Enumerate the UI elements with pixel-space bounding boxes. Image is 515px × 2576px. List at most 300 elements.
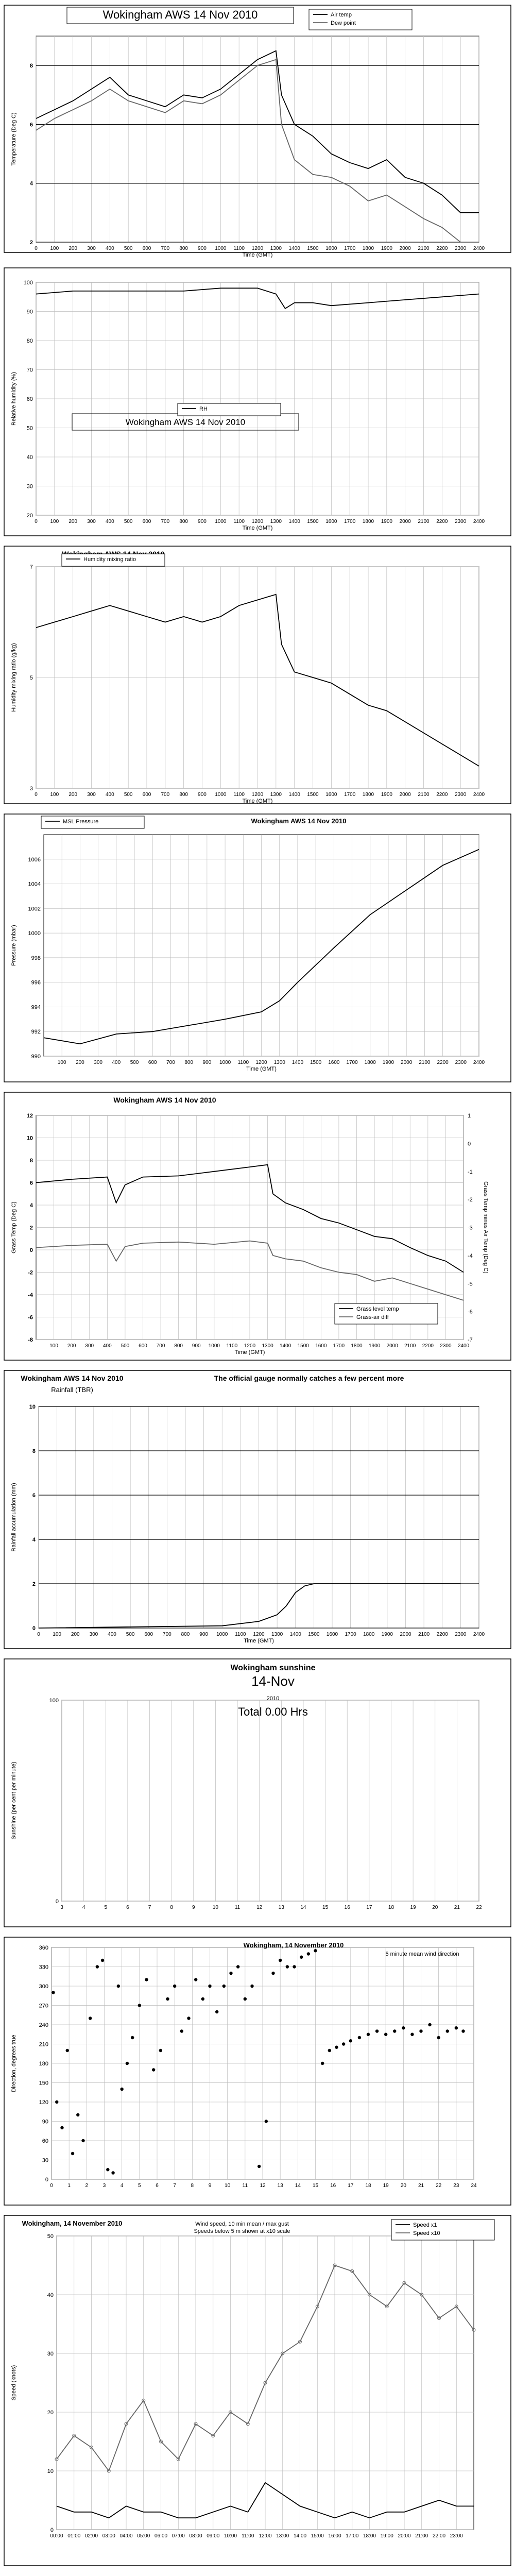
- data-point: [321, 2062, 324, 2065]
- x-tick-label: 22: [436, 2183, 442, 2189]
- y-axis-label: Sunshine (per cent per minute): [11, 1761, 17, 1840]
- x-tick-label: 500: [124, 792, 133, 798]
- y-tick-label: 10: [47, 2468, 54, 2475]
- x-tick-label: 15:00: [311, 2533, 324, 2539]
- data-point: [89, 2016, 92, 2020]
- x-tick-label: 700: [161, 519, 170, 524]
- legend-box: [309, 9, 412, 30]
- x-tick-label: 1600: [328, 1060, 340, 1065]
- y-tick-label: 2: [29, 240, 33, 246]
- y-tick-label: 40: [47, 2292, 54, 2298]
- x-tick-label: 1900: [381, 792, 392, 798]
- x-tick-label: 08:00: [189, 2533, 202, 2539]
- x-tick-label: 5: [104, 1905, 108, 1910]
- y-tick-label: 6: [29, 1180, 33, 1187]
- chart-frame: [4, 2215, 511, 2566]
- data-point: [111, 2171, 114, 2174]
- x-tick-label: 2400: [473, 519, 485, 524]
- x-tick-label: 15: [312, 2183, 319, 2189]
- y-tick-label: 30: [26, 483, 33, 490]
- x-tick-label: 9: [192, 1905, 195, 1910]
- data-point: [293, 1965, 296, 1968]
- x-tick-label: 400: [105, 246, 114, 251]
- x-tick-label: 0: [50, 2183, 53, 2189]
- x-tick-label: 1900: [381, 246, 392, 251]
- data-point: [342, 2042, 345, 2045]
- x-tick-label: 400: [112, 1060, 121, 1065]
- legend-label: MSL Pressure: [63, 819, 99, 825]
- data-point: [461, 2029, 465, 2032]
- x-tick-label: 1800: [364, 1060, 376, 1065]
- x-tick-label: 23:00: [450, 2533, 463, 2539]
- x-tick-label: 17:00: [346, 2533, 359, 2539]
- x-tick-label: 400: [105, 792, 114, 798]
- data-point: [117, 1985, 120, 1988]
- x-tick-label: 700: [161, 792, 170, 798]
- data-point: [258, 2165, 261, 2168]
- y-tick-label: 0: [32, 1625, 36, 1632]
- data-point: [410, 2033, 414, 2036]
- chart-title: Wokingham AWS 14 Nov 2010: [125, 417, 246, 427]
- x-tick-label: 4: [82, 1905, 85, 1910]
- x-tick-label: 2100: [418, 1632, 430, 1637]
- y-tick-label: 60: [26, 396, 33, 402]
- data-point: [120, 2088, 123, 2091]
- x-tick-label: 19: [410, 1905, 416, 1910]
- x-tick-label: 0: [35, 792, 38, 798]
- x-tick-label: 15: [322, 1905, 329, 1910]
- y2-tick-label: -4: [468, 1252, 473, 1259]
- x-tick-label: 1000: [215, 246, 227, 251]
- x-tick-label: 1400: [280, 1343, 291, 1349]
- y-tick-label: 30: [42, 2157, 48, 2164]
- legend-box: [178, 403, 281, 416]
- y2-tick-label: -7: [468, 1337, 473, 1343]
- data-point: [437, 2036, 440, 2039]
- x-tick-label: 18: [388, 1905, 394, 1910]
- chart-7: [4, 1659, 511, 1927]
- x-tick-label: 2200: [436, 1632, 448, 1637]
- x-tick-label: 500: [124, 246, 133, 251]
- x-tick-label: 1000: [208, 1343, 220, 1349]
- x-tick-label: 21: [418, 2183, 424, 2189]
- y-tick-label: 240: [39, 2022, 48, 2028]
- x-tick-label: 2000: [399, 519, 411, 524]
- y2-tick-label: -6: [468, 1309, 473, 1315]
- y2-tick-label: -2: [468, 1197, 473, 1204]
- x-tick-label: 6: [126, 1905, 129, 1910]
- chart-year: 2010: [266, 1696, 280, 1702]
- data-point: [358, 2036, 361, 2039]
- x-tick-label: 300: [89, 1632, 98, 1637]
- data-point: [402, 2026, 405, 2029]
- data-point: [455, 2026, 458, 2029]
- y-tick-label: 1004: [28, 881, 41, 888]
- data-point: [271, 1972, 274, 1975]
- x-tick-label: 2000: [399, 246, 411, 251]
- x-tick-label: 09:00: [207, 2533, 220, 2539]
- x-tick-label: 700: [156, 1343, 165, 1349]
- y2-tick-label: -5: [468, 1281, 473, 1287]
- x-tick-label: 13: [277, 2183, 283, 2189]
- x-axis-label: Time (GMT): [244, 1638, 274, 1644]
- x-tick-label: 600: [142, 246, 151, 251]
- x-tick-label: 1100: [226, 1343, 238, 1349]
- chart-title: Wokingham sunshine: [230, 1664, 316, 1672]
- x-tick-label: 100: [50, 246, 59, 251]
- x-tick-label: 21:00: [415, 2533, 428, 2539]
- x-tick-label: 1100: [233, 246, 245, 251]
- x-tick-label: 12:00: [259, 2533, 272, 2539]
- x-tick-label: 2300: [440, 1343, 452, 1349]
- x-tick-label: 400: [105, 519, 114, 524]
- x-tick-label: 600: [139, 1343, 147, 1349]
- data-point: [152, 2068, 155, 2071]
- x-tick-label: 1000: [215, 792, 227, 798]
- chart-3: [4, 546, 511, 804]
- x-tick-label: 1500: [307, 792, 319, 798]
- x-tick-label: 1500: [307, 519, 319, 524]
- y-tick-label: 1000: [28, 930, 41, 937]
- y-axis-label: Relative humidity (%): [11, 372, 17, 426]
- x-tick-label: 8: [191, 2183, 194, 2189]
- x-tick-label: 1000: [215, 519, 227, 524]
- data-point: [428, 2023, 431, 2026]
- x-tick-label: 700: [166, 1060, 175, 1065]
- data-point: [173, 1985, 176, 1988]
- y-tick-label: -4: [28, 1292, 33, 1298]
- data-point: [60, 2126, 63, 2129]
- data-point: [244, 1997, 247, 2001]
- x-tick-label: 2000: [399, 792, 411, 798]
- data-point: [131, 2036, 134, 2039]
- y-tick-label: 4: [29, 180, 33, 187]
- x-tick-label: 2100: [419, 1060, 431, 1065]
- x-tick-label: 0: [35, 246, 38, 251]
- x-tick-label: 10: [212, 1905, 218, 1910]
- x-tick-label: 20:00: [398, 2533, 411, 2539]
- x-tick-label: 16: [330, 2183, 336, 2189]
- x-tick-label: 900: [198, 246, 207, 251]
- y-tick-label: 8: [29, 1158, 33, 1164]
- data-point: [349, 2039, 352, 2042]
- x-tick-label: 1100: [235, 1632, 246, 1637]
- x-tick-label: 1700: [344, 246, 356, 251]
- x-tick-label: 13: [278, 1905, 284, 1910]
- y-tick-label: 1002: [28, 906, 41, 912]
- x-tick-label: 1400: [289, 1632, 301, 1637]
- y-tick-label: 0: [45, 2177, 48, 2183]
- x-tick-label: 2100: [404, 1343, 416, 1349]
- x-tick-label: 10:00: [224, 2533, 237, 2539]
- y-tick-label: 8: [32, 1448, 36, 1454]
- x-tick-label: 1500: [310, 1060, 322, 1065]
- x-tick-label: 1400: [291, 1060, 304, 1065]
- x-tick-label: 2000: [400, 1632, 411, 1637]
- data-point: [76, 2113, 79, 2116]
- y-axis-label: Grass Temp (Deg C): [11, 1201, 17, 1253]
- x-tick-label: 18: [365, 2183, 371, 2189]
- x-tick-label: 1700: [333, 1343, 345, 1349]
- x-tick-label: 900: [198, 792, 207, 798]
- x-tick-label: 1900: [368, 1343, 381, 1349]
- x-axis-label: Time (GMT): [234, 1349, 265, 1355]
- x-tick-label: 2200: [422, 1343, 434, 1349]
- chart-annotation: The official gauge normally catches a few percent more: [214, 1374, 404, 1382]
- x-tick-label: 1500: [308, 1632, 320, 1637]
- x-tick-label: 1800: [363, 1632, 375, 1637]
- x-tick-label: 700: [161, 246, 170, 251]
- x-tick-label: 100: [50, 519, 59, 524]
- y-tick-label: 7: [29, 564, 33, 570]
- x-tick-label: 2100: [418, 792, 430, 798]
- data-point: [66, 2049, 69, 2052]
- x-tick-label: 100: [53, 1632, 61, 1637]
- x-tick-label: 1600: [325, 792, 337, 798]
- y2-tick-label: 0: [468, 1141, 471, 1147]
- y-tick-label: 1006: [28, 856, 41, 863]
- chart-8: [4, 1937, 511, 2205]
- y-tick-label: -8: [28, 1337, 33, 1343]
- data-point: [307, 1952, 310, 1955]
- y-tick-label: 60: [42, 2138, 48, 2144]
- legend-label: Dew point: [331, 20, 356, 26]
- y-tick-label: 4: [29, 1202, 33, 1209]
- x-tick-label: 1600: [326, 1632, 338, 1637]
- data-point: [52, 1991, 55, 1994]
- chart-frame: [4, 1370, 511, 1649]
- chart-4: [4, 814, 511, 1082]
- y-tick-label: 6: [32, 1493, 36, 1499]
- legend-label: Air temp: [331, 12, 352, 18]
- data-point: [222, 1985, 226, 1988]
- x-tick-label: 14:00: [293, 2533, 307, 2539]
- y-tick-label: 120: [39, 2099, 48, 2106]
- x-tick-label: 03:00: [102, 2533, 115, 2539]
- data-point: [81, 2139, 84, 2142]
- data-point: [201, 1997, 204, 2001]
- x-axis-label: Time (GMT): [242, 252, 273, 258]
- x-tick-label: 2400: [473, 246, 485, 251]
- legend-label: Speed x10: [413, 2230, 440, 2236]
- x-tick-label: 600: [148, 1060, 157, 1065]
- x-tick-label: 1600: [325, 246, 337, 251]
- data-point: [446, 2029, 449, 2032]
- y-tick-label: 330: [39, 1964, 48, 1971]
- legend-label: Humidity mixing ratio: [83, 556, 136, 563]
- data-point: [106, 2168, 109, 2171]
- x-tick-label: 22: [476, 1905, 482, 1910]
- x-tick-label: 07:00: [171, 2533, 185, 2539]
- x-tick-label: 0: [37, 1632, 40, 1637]
- x-tick-label: 2200: [436, 519, 448, 524]
- x-tick-label: 1300: [262, 1343, 273, 1349]
- y-tick-label: 10: [26, 1135, 33, 1142]
- x-tick-label: 1300: [270, 519, 282, 524]
- x-tick-label: 2: [85, 2183, 89, 2189]
- x-tick-label: 2200: [436, 792, 448, 798]
- x-tick-label: 04:00: [119, 2533, 133, 2539]
- x-tick-label: 2300: [455, 246, 467, 251]
- data-point: [187, 2016, 190, 2020]
- x-tick-label: 2300: [455, 1060, 467, 1065]
- y-tick-label: 2: [32, 1581, 36, 1587]
- x-tick-label: 900: [199, 1632, 208, 1637]
- data-point: [335, 2046, 338, 2049]
- y-tick-label: 20: [47, 2410, 54, 2416]
- x-tick-label: 300: [94, 1060, 102, 1065]
- x-tick-label: 1200: [255, 1060, 267, 1065]
- chart-annotation: Speeds below 5 m shown at x10 scale: [194, 2228, 290, 2234]
- data-point: [96, 1965, 99, 1968]
- x-tick-label: 01:00: [67, 2533, 81, 2539]
- y-tick-label: 20: [26, 513, 33, 519]
- y-tick-label: 50: [47, 2233, 54, 2240]
- y-tick-label: 2: [29, 1225, 33, 1231]
- y-tick-label: 100: [23, 280, 33, 286]
- chart-title: Wokingham, 14 November 2010: [22, 2219, 123, 2227]
- x-tick-label: 300: [87, 246, 96, 251]
- y-tick-label: 50: [26, 425, 33, 432]
- x-tick-label: 3: [60, 1905, 63, 1910]
- y-tick-label: 3: [29, 786, 33, 792]
- x-tick-label: 05:00: [137, 2533, 150, 2539]
- y-tick-label: 994: [31, 1004, 41, 1011]
- x-tick-label: 00:00: [50, 2533, 63, 2539]
- x-tick-label: 2100: [418, 246, 430, 251]
- y-tick-label: 8: [29, 63, 33, 70]
- x-tick-label: 22:00: [432, 2533, 446, 2539]
- y-tick-label: 5: [29, 675, 33, 681]
- x-tick-label: 14: [300, 1905, 306, 1910]
- x-tick-label: 1300: [271, 1632, 283, 1637]
- x-tick-label: 17: [366, 1905, 372, 1910]
- y-tick-label: 40: [26, 454, 33, 461]
- legend-label: Speed x1: [413, 2222, 437, 2228]
- x-tick-label: 1800: [351, 1343, 363, 1349]
- chart-title: Wokingham AWS 14 Nov 2010: [113, 1096, 216, 1104]
- x-tick-label: 100: [49, 1343, 58, 1349]
- x-tick-label: 2000: [386, 1343, 398, 1349]
- y-tick-label: 998: [31, 955, 41, 961]
- x-tick-label: 2400: [473, 1060, 485, 1065]
- y-tick-label: 0: [29, 1247, 33, 1253]
- x-tick-label: 400: [102, 1343, 112, 1349]
- y-tick-label: 70: [26, 367, 33, 374]
- y-tick-label: 150: [39, 2080, 48, 2087]
- y-tick-label: 992: [31, 1029, 41, 1036]
- x-tick-label: 1000: [219, 1060, 231, 1065]
- chart-6: [4, 1370, 511, 1649]
- x-tick-label: 16: [344, 1905, 350, 1910]
- x-tick-label: 600: [142, 792, 151, 798]
- data-point: [126, 2062, 129, 2065]
- x-tick-label: 19:00: [380, 2533, 393, 2539]
- x-tick-label: 800: [184, 1060, 194, 1065]
- x-tick-label: 1500: [307, 246, 319, 251]
- x-axis-label: Time (GMT): [242, 798, 273, 804]
- x-tick-label: 900: [192, 1343, 201, 1349]
- data-point: [215, 2010, 218, 2013]
- x-tick-label: 1300: [273, 1060, 285, 1065]
- x-tick-label: 16:00: [328, 2533, 341, 2539]
- chart-title: Wokingham AWS 14 Nov 2010: [251, 817, 347, 825]
- x-tick-label: 06:00: [154, 2533, 168, 2539]
- chart-2: [4, 268, 511, 536]
- x-tick-label: 10: [225, 2183, 231, 2189]
- x-tick-label: 1400: [288, 519, 300, 524]
- x-tick-label: 12: [260, 2183, 266, 2189]
- x-tick-label: 200: [71, 1632, 80, 1637]
- x-tick-label: 100: [50, 792, 59, 798]
- data-point: [419, 2029, 422, 2032]
- data-point: [314, 1949, 317, 1952]
- x-tick-label: 1000: [216, 1632, 228, 1637]
- chart-frame: [4, 1937, 511, 2205]
- y-axis-label: Speed (knots): [11, 2365, 17, 2401]
- x-tick-label: 1800: [362, 519, 374, 524]
- data-point: [375, 2029, 379, 2032]
- legend-label: Grass level temp: [356, 1306, 399, 1312]
- data-point: [71, 2152, 74, 2155]
- x-tick-label: 2400: [457, 1343, 470, 1349]
- x-tick-label: 600: [142, 519, 151, 524]
- x-tick-label: 1600: [325, 519, 337, 524]
- x-tick-label: 1100: [237, 1060, 249, 1065]
- data-point: [138, 2004, 141, 2007]
- x-tick-label: 8: [170, 1905, 173, 1910]
- x-tick-label: 9: [208, 2183, 212, 2189]
- x-tick-label: 300: [87, 792, 96, 798]
- y2-tick-label: 1: [468, 1113, 471, 1119]
- data-point: [279, 1959, 282, 1962]
- data-point: [166, 1997, 169, 2001]
- x-tick-label: 1700: [344, 519, 356, 524]
- x-tick-label: 800: [179, 792, 188, 798]
- x-tick-label: 100: [57, 1060, 66, 1065]
- x-tick-label: 600: [144, 1632, 153, 1637]
- x-tick-label: 1100: [233, 519, 245, 524]
- chart-title: Wokingham, 14 November 2010: [243, 1941, 344, 1949]
- data-point: [55, 2100, 58, 2104]
- data-point: [229, 1972, 232, 1975]
- y2-tick-label: -3: [468, 1225, 473, 1231]
- x-tick-label: 1200: [244, 1343, 256, 1349]
- y-axis-label: Pressure (mbar): [11, 925, 17, 966]
- x-tick-label: 900: [198, 519, 207, 524]
- y-tick-label: 270: [39, 2003, 48, 2009]
- x-tick-label: 2400: [473, 1632, 485, 1637]
- x-tick-label: 1500: [297, 1343, 309, 1349]
- x-tick-label: 200: [76, 1060, 84, 1065]
- x-tick-label: 6: [156, 2183, 159, 2189]
- x-tick-label: 1300: [270, 792, 282, 798]
- y-tick-label: -6: [28, 1314, 33, 1321]
- x-tick-label: 800: [179, 519, 188, 524]
- x-tick-label: 1100: [233, 792, 245, 798]
- y-tick-label: 90: [42, 2119, 48, 2125]
- data-point: [265, 2120, 268, 2123]
- x-tick-label: 20: [432, 1905, 438, 1910]
- x-tick-label: 2300: [455, 519, 467, 524]
- x-tick-label: 1800: [362, 792, 374, 798]
- y2-axis-label: Grass Temp minus Air Temp (Deg C): [483, 1181, 489, 1274]
- x-tick-label: 500: [126, 1632, 135, 1637]
- y-tick-label: 10: [29, 1404, 36, 1410]
- x-tick-label: 17: [348, 2183, 354, 2189]
- x-tick-label: 300: [85, 1343, 94, 1349]
- x-tick-label: 500: [121, 1343, 130, 1349]
